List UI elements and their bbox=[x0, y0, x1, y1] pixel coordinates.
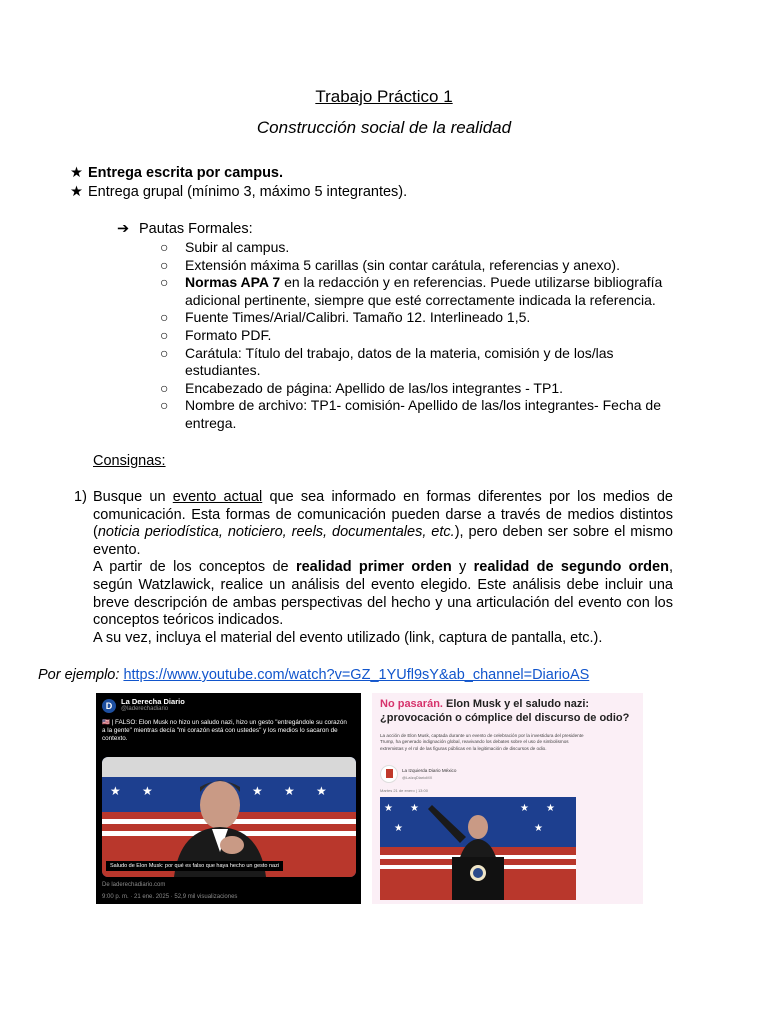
tweet-source: De laderechadiario.com bbox=[102, 882, 166, 888]
article-screenshot bbox=[372, 693, 643, 904]
source-logo bbox=[380, 765, 398, 783]
article-body: La acción de Elon Musk, captada durante un evento de celebración por la investidura del presidente Trump, ha generado indignación global, reavivando los debates sobre el uso de simbolismos extremistas y el rol de las figuras públicas en la legitimación de discursos de odio. bbox=[380, 733, 584, 751]
svg-text:★: ★ bbox=[110, 784, 121, 798]
circle-bullet-icon: ○ bbox=[160, 397, 169, 414]
tweet-account: La Derecha Diario bbox=[121, 697, 185, 706]
pautas-list bbox=[160, 239, 680, 433]
list-item: ○ Subir al campus. bbox=[160, 239, 290, 255]
article-source-handle: @LaIzqDiarioMX bbox=[402, 775, 433, 780]
consigna-paragraph-3: A su vez, incluya el material del evento utilizado (link, captura de pantalla, etc.). bbox=[93, 629, 603, 646]
circle-bullet-icon: ○ bbox=[160, 309, 169, 326]
article-date: Martes 21 de enero | 13:00 bbox=[380, 788, 428, 793]
circle-bullet-icon: ○ bbox=[160, 344, 169, 361]
svg-text:★: ★ bbox=[252, 784, 263, 798]
star-icon: ★ bbox=[70, 165, 83, 181]
example-line bbox=[38, 667, 589, 685]
consigna-number: 1) bbox=[74, 489, 87, 505]
list-item: ○ Nombre de archivo: TP1- comisión- Apellido de las/los integrantes- Fecha de entrega. bbox=[160, 397, 661, 431]
tweet-text: 🇺🇸 | FALSO: Elon Musk no hizo un saludo nazi, hizo un gesto "entregándole su corazón a la gente" mientras decía "mi corazón está con ustedes" y los medios lo sacaron de contexto. bbox=[102, 719, 347, 742]
svg-text:★: ★ bbox=[142, 784, 153, 798]
circle-bullet-icon: ○ bbox=[160, 274, 169, 291]
arrow-right-icon: ➔ bbox=[117, 221, 130, 237]
svg-text:★: ★ bbox=[384, 803, 393, 814]
consigna-paragraph-1: Busque un evento actual que sea informado en formas diferentes por los medios de comunicación. Esta formas de comunicación pueden darse a través de medios distintos (noticia periodística, noticiero, reels, documentales, etc.), pero deben ser sobre el mismo evento. bbox=[93, 489, 673, 558]
star-icon: ★ bbox=[70, 184, 83, 200]
list-item: ○ Extensión máxima 5 carillas (sin contar carátula, referencias y anexo). bbox=[160, 256, 620, 273]
example-label: Por ejemplo: bbox=[38, 667, 120, 683]
musk-salute-illustration bbox=[380, 797, 576, 900]
svg-text:★: ★ bbox=[316, 784, 327, 798]
svg-text:★: ★ bbox=[394, 823, 403, 834]
consignas-heading: Consignas: bbox=[93, 453, 166, 469]
musk-photo-illustration bbox=[102, 757, 356, 877]
svg-text:★: ★ bbox=[534, 823, 543, 834]
svg-text:★: ★ bbox=[410, 803, 419, 814]
list-item: ○ Encabezado de página: Apellido de las/los integrantes - TP1. bbox=[160, 379, 563, 396]
tweet-screenshot bbox=[96, 693, 361, 904]
list-item: ○ Fuente Times/Arial/Calibri. Tamaño 12. Interlineado 1,5. bbox=[160, 309, 531, 326]
svg-text:★: ★ bbox=[284, 784, 295, 798]
tweet-caption: Saludo de Elon Musk: por qué es falso que haya hecho un gesto nazi bbox=[106, 861, 283, 871]
tweet-photo bbox=[102, 757, 356, 877]
avatar: D bbox=[102, 699, 116, 713]
circle-bullet-icon: ○ bbox=[160, 379, 169, 396]
tweet-handle: @laderechadiario bbox=[121, 706, 169, 712]
bullet-entrega-grupal: ★ Entrega grupal (mínimo 3, máximo 5 integrantes). bbox=[70, 184, 408, 200]
article-source: La Izquierda Diario México bbox=[402, 768, 457, 773]
consigna-1 bbox=[93, 489, 673, 647]
article-photo bbox=[380, 797, 576, 900]
list-item: ○ Normas APA 7 en la redacción y en referencias. Puede utilizarse bibliografía adicional pertinente, siempre que esté correctamente indicada la referencia. bbox=[160, 274, 663, 308]
consigna-paragraph-2: A partir de los conceptos de realidad primer orden y realidad de segundo orden, según Watzlawick, realice un análisis del evento elegido. Este análisis debe incluir una breve descripción de ambas perspectivas del hecho y una articulación del evento con los conceptos teóricos indicados. bbox=[93, 559, 673, 629]
svg-text:★: ★ bbox=[546, 803, 555, 814]
page-title: Trabajo Práctico 1 bbox=[315, 87, 453, 106]
article-headline: No pasarán. Elon Musk y el saludo nazi: ¿provocación o cómplice del discurso de odio? bbox=[380, 698, 630, 724]
circle-bullet-icon: ○ bbox=[160, 239, 169, 255]
list-item: ○ Carátula: Título del trabajo, datos de la materia, comisión y de los/las estudiantes. bbox=[160, 344, 614, 379]
svg-text:★: ★ bbox=[520, 803, 529, 814]
circle-bullet-icon: ○ bbox=[160, 256, 169, 273]
pautas-heading: ➔ Pautas Formales: bbox=[117, 221, 253, 237]
evento-actual-link: evento actual bbox=[172, 489, 263, 505]
page-subtitle: Construcción social de la realidad bbox=[256, 118, 512, 137]
bullet-entrega-escrita: ★ Entrega escrita por campus. bbox=[70, 165, 284, 181]
list-item: ○ Formato PDF. bbox=[160, 326, 272, 343]
youtube-link[interactable]: https://www.youtube.com/watch?v=GZ_1YUfl9sY&ab_channel=DiarioAS bbox=[123, 667, 590, 683]
circle-bullet-icon: ○ bbox=[160, 326, 169, 343]
tweet-footer: 9:00 p. m. · 21 ene. 2025 · 52,9 mil visualizaciones bbox=[102, 894, 238, 900]
